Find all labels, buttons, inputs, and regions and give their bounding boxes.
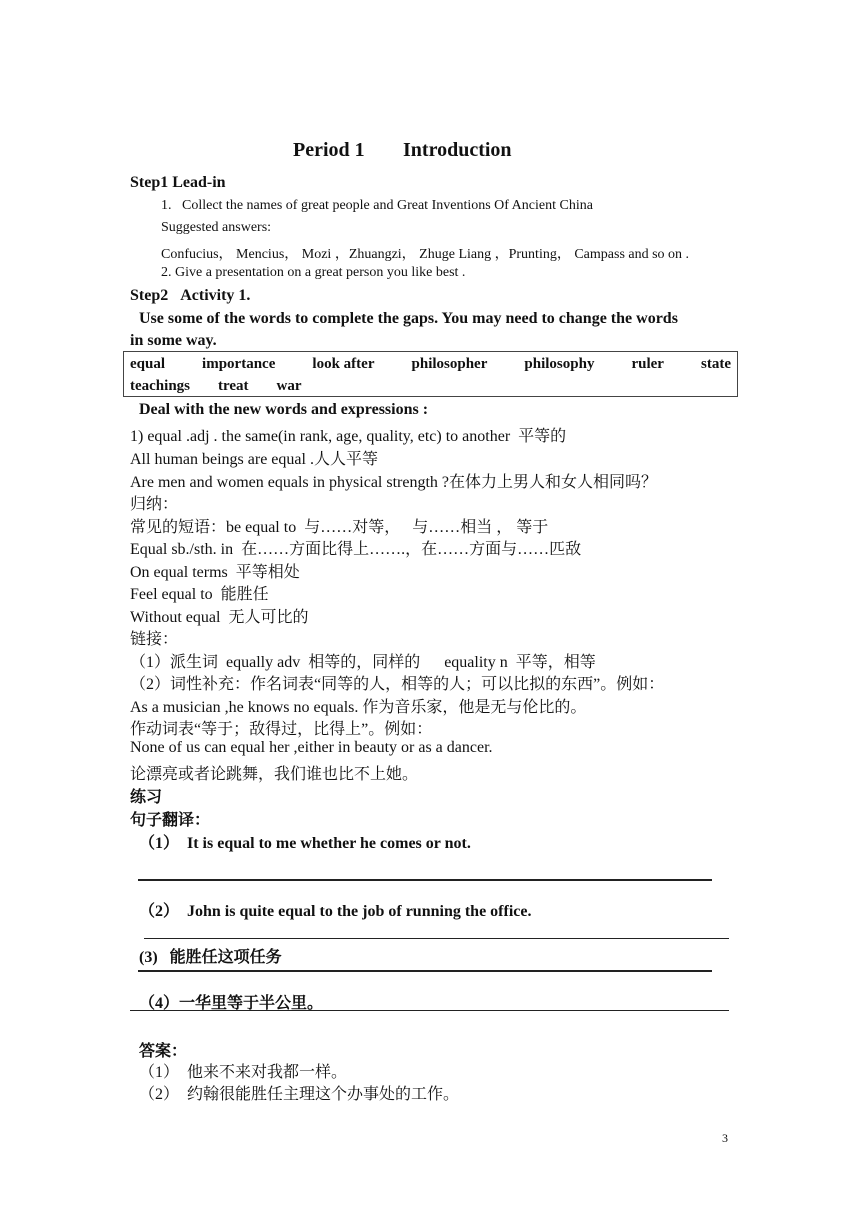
note-line: On equal terms 平等相处: [130, 564, 300, 581]
answer-line-3: [138, 970, 712, 972]
answer-line-2: [144, 938, 729, 939]
answers-heading: 答案：: [139, 1043, 188, 1060]
word-bank-item: importance: [202, 356, 276, 372]
word-bank-row-2: [130, 378, 302, 395]
note-line: Are men and women equals in physical strength ?在体力上男人和女人相同吗？: [130, 474, 658, 491]
page-number: 3: [722, 1131, 728, 1145]
step1-item-2: 2. Give a presentation on a great person you like best .: [161, 265, 466, 280]
answer-line-4: [130, 1010, 729, 1011]
note-line: 链接：: [130, 631, 179, 648]
step2-heading: Step2 Activity 1.: [130, 287, 251, 304]
note-line: （2）词性补充：作名词表“同等的人，相等的人；可以比拟的东西”。例如：: [130, 676, 665, 693]
word-bank-item: look after: [312, 356, 375, 372]
word-bank-item: treat: [218, 378, 249, 394]
word-bank-item: ruler: [631, 356, 664, 372]
step1-heading: Step1 Lead-in: [130, 174, 226, 191]
translation-subheading: 句子翻译：: [130, 812, 211, 829]
question-4: （4）一华里等于半公里。: [139, 995, 324, 1012]
note-line: 论漂亮或者论跳舞，我们谁也比不上她。: [130, 766, 419, 783]
word-bank-item: equal: [130, 356, 166, 372]
note-line: None of us can equal her ,either in beauty or as a dancer.: [130, 739, 493, 756]
note-line: As a musician ,he knows no equals. 作为音乐家，他是无与伦比的。: [130, 699, 587, 716]
question-3: (3) 能胜任这项任务: [139, 949, 282, 966]
suggested-answers-text: Confucius， Mencius， Mozi ，Zhuangzi， Zhuge Liang ，Prunting， Campass and so on .: [161, 247, 690, 262]
note-line: Without equal 无人可比的: [130, 609, 309, 626]
note-line: 作动词表“等于；敌得过，比得上”。例如：: [130, 721, 433, 738]
note-line: All human beings are equal .人人平等: [130, 451, 378, 468]
page-title-period: Period 1: [293, 139, 365, 161]
word-bank-item: philosopher: [411, 356, 488, 372]
note-line: Feel equal to 能胜任: [130, 586, 269, 603]
word-bank-item: state: [701, 356, 731, 372]
word-bank-item: war: [276, 378, 302, 394]
suggested-answers-label: Suggested answers:: [161, 220, 272, 235]
note-line: Equal sb./sth. in 在……方面比得上…….，在……方面与……匹敌: [130, 541, 582, 558]
answer-line-1: [138, 879, 712, 881]
note-line: （1）派生词 equally adv 相等的，同样的 equality n 平等，相等: [130, 654, 596, 671]
note-line: 归纳：: [130, 496, 179, 513]
word-bank-box: [123, 351, 738, 397]
note-line: 1) equal .adj . the same(in rank, age, quality, etc) to another 平等的: [130, 428, 567, 445]
word-bank-item: teachings: [130, 378, 190, 394]
question-2: （2） John is quite equal to the job of running the office.: [139, 903, 532, 920]
practice-heading: 练习: [130, 789, 163, 806]
question-1: （1） It is equal to me whether he comes or not.: [139, 835, 471, 852]
word-bank-item: philosophy: [524, 356, 595, 372]
step2-instruction-line1: Use some of the words to complete the gaps. You may need to change the words: [139, 310, 678, 327]
step2-instruction-line2: in some way.: [130, 332, 217, 349]
answer-2: （2） 约翰很能胜任主理这个办事处的工作。: [139, 1086, 460, 1103]
note-line: 常见的短语：be equal to 与……对等， 与……相当 ， 等于: [130, 519, 549, 536]
deal-with-words-heading: Deal with the new words and expressions :: [139, 401, 429, 418]
answer-1: （1） 他来不来对我都一样。: [139, 1064, 348, 1081]
step1-item-1: 1. Collect the names of great people and Great Inventions Of Ancient China: [161, 198, 593, 213]
page-title-topic: Introduction: [403, 139, 512, 161]
word-bank-row-1: [130, 356, 731, 373]
